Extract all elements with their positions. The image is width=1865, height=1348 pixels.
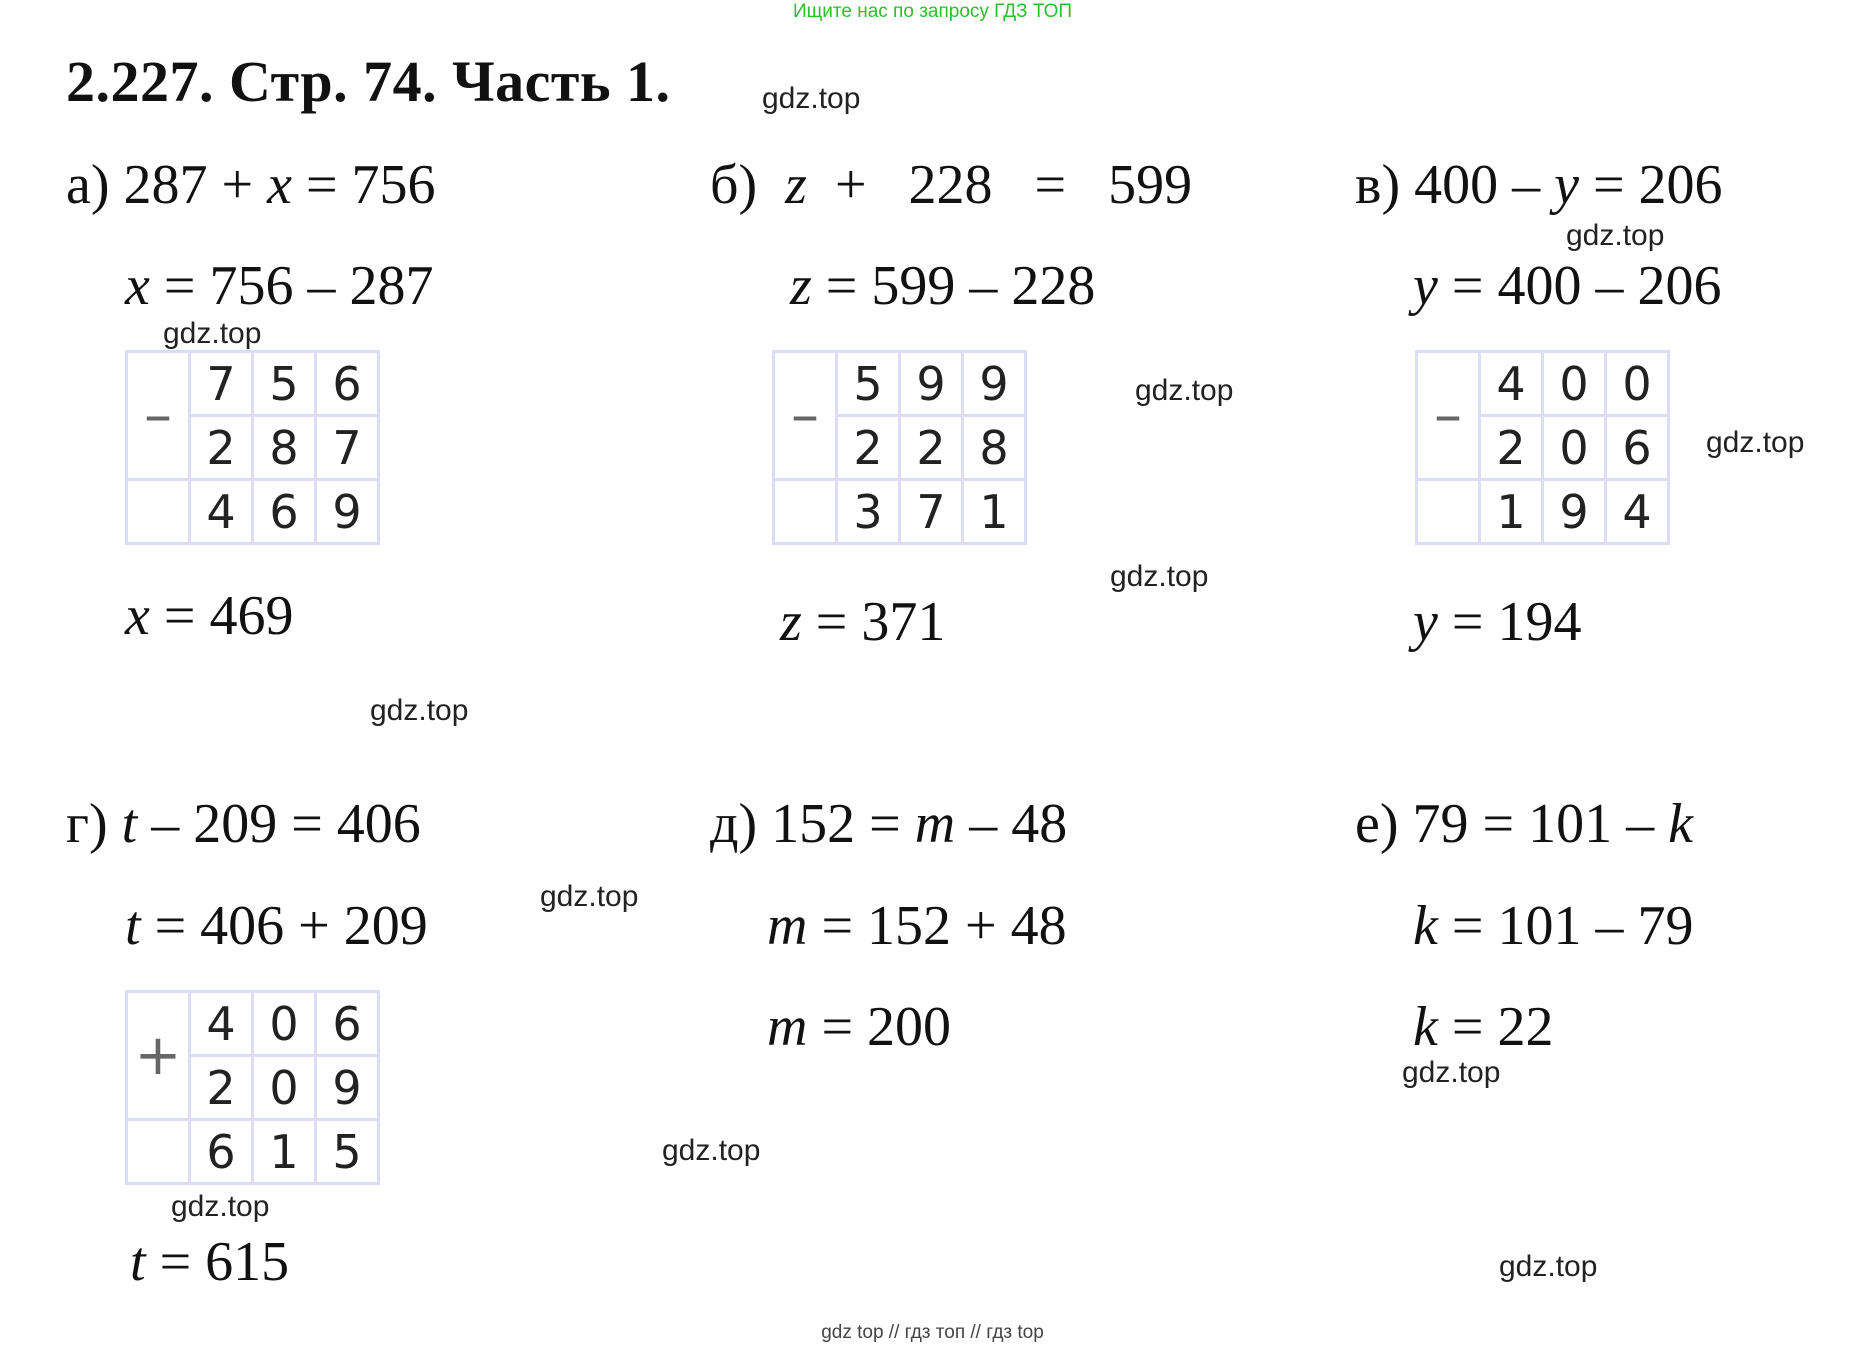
watermark: gdz.top [1566, 219, 1665, 252]
problem-v-step: y = 400 – 206 [1413, 255, 1722, 317]
problem-a-step: x = 756 – 287 [125, 255, 434, 317]
watermark: gdz.top [171, 1190, 270, 1223]
problem-g-step: t = 406 + 209 [125, 895, 428, 957]
problem-d-answer: m = 200 [767, 996, 952, 1058]
problem-a-equation: а) 287 + x = 756 [66, 154, 436, 216]
top-banner: Ищите нас по запросу ГДЗ ТОП [792, 1, 1073, 22]
problem-a-answer: x = 469 [125, 585, 294, 647]
watermark: gdz.top [762, 82, 861, 115]
problem-b-answer: z = 371 [780, 591, 946, 653]
page-title: 2.227. Стр. 74. Часть 1. [66, 49, 671, 114]
watermark: gdz.top [540, 880, 639, 913]
problem-v-answer: y = 194 [1413, 591, 1582, 653]
problem-a-column-calc: – 7 5 6 2 8 7 4 6 9 [125, 350, 380, 545]
problem-v-equation: в) 400 – y = 206 [1355, 154, 1723, 216]
problem-e-equation: е) 79 = 101 – k [1355, 793, 1693, 855]
watermark: gdz.top [662, 1134, 761, 1167]
footer-links: gdz top // гдз топ // гдз top [821, 1322, 1044, 1343]
problem-g-equation: г) t – 209 = 406 [66, 793, 421, 855]
problem-g-answer: t = 615 [130, 1231, 290, 1293]
watermark: gdz.top [1110, 560, 1209, 593]
watermark: gdz.top [370, 694, 469, 727]
problem-b-equation: б) z + 228 = 599 [710, 154, 1193, 216]
problem-e-answer: k = 22 [1413, 996, 1554, 1058]
watermark: gdz.top [1135, 374, 1234, 407]
watermark: gdz.top [163, 317, 262, 350]
problem-b-step: z = 599 – 228 [790, 255, 1096, 317]
problem-d-equation: д) 152 = m – 48 [710, 793, 1068, 855]
problem-e-step: k = 101 – 79 [1413, 895, 1694, 957]
watermark: gdz.top [1706, 426, 1805, 459]
watermark: gdz.top [1499, 1250, 1598, 1283]
problem-b-column-calc: – 5 9 9 2 2 8 3 7 1 [772, 350, 1027, 545]
problem-d-step: m = 152 + 48 [767, 895, 1067, 957]
watermark: gdz.top [1402, 1056, 1501, 1089]
problem-g-column-calc: + 4 0 6 2 0 9 6 1 5 [125, 990, 380, 1185]
problem-v-column-calc: – 4 0 0 2 0 6 1 9 4 [1415, 350, 1670, 545]
